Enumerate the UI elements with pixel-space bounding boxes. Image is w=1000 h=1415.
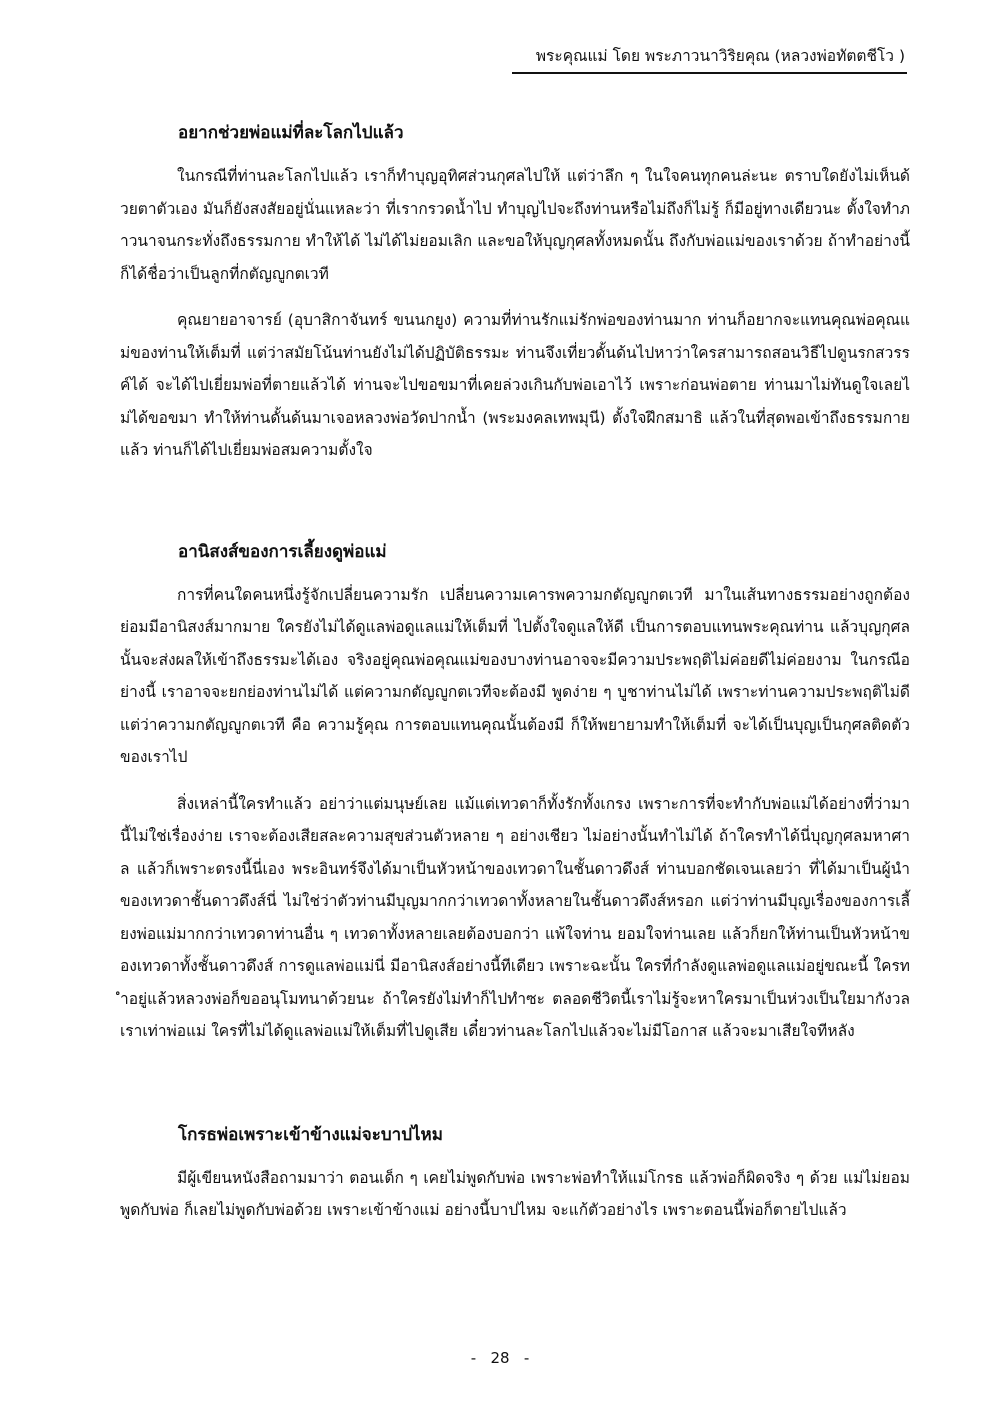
section-heading: โกรธพ่อเพราะเข้าข้างแม่จะบาปไหม [178, 1124, 443, 1145]
section-2 [120, 537, 910, 1048]
paragraph: การที่คนใดคนหนึ่งรู้จักเปลี่ยนความรัก เปลี่ยนความเคารพความกตัญญูกตเวที มาในเส้นทางธรรมอย่างถูกต้อง ย่อมมีอานิสงส์มากมาย ใครยังไม่ได้ดูแลพ่อดูแลแม่ให้เต็มที่ ไปตั้งใจดูแลให้ดี เป็นการตอบแทนพระคุณท่าน แล้วบุญกุศลนั้นจะส่งผลให้เข้าถึงธรรมะได้เอง จริงอยู่คุณพ่อคุณแม่ของบางท่านอาจจะมีความประพฤติไม่ค่อยดีไม่ค่อยงาม ในกรณีอย่างนี้ เราอาจจะยกย่องท่านไม่ได้ แต่ความกตัญญูกตเวทีจะต้องมี พูดง่าย ๆ บูชาท่านไม่ได้ เพราะท่านความประพฤติไม่ดี แต่ว่าความกตัญญูกตเวที คือ ความรู้คุณ การตอบแทนคุณนั้นต้องมี ก็ให้พยายามทำให้เต็มที่ จะได้เป็นบุญเป็นกุศลติดตัวของเราไป [120, 585, 910, 766]
section-heading: อานิสงส์ของการเลี้ยงดูพ่อแม่ [178, 541, 387, 562]
paragraph: ในกรณีที่ท่านละโลกไปแล้ว เราก็ทำบุญอุทิศส่วนกุศลไปให้ แต่ว่าลึก ๆ ในใจคนทุกคนล่ะนะ ตราบใดยังไม่เห็นด้วยตาตัวเอง มันก็ยังสงสัยอยู่นั่นแหละว่า ที่เรากรวดน้ำไป ทำบุญไปจะถึงท่านหรือไม่ถึงก็ไม่รู้ ก็มีอยู่ทางเดียวนะ ตั้งใจทำภาวนาจนกระทั่งถึงธรรมกาย ทำให้ได้ ไม่ได้ไม่ยอมเลิก และขอให้บุญกุศลทั้งหมดนั้น ถึงกับพ่อแม่ของเราด้วย ถ้าทำอย่างนี้ก็ได้ชื่อว่าเป็นลูกที่กตัญญูกตเวที [120, 167, 910, 283]
page-content [120, 118, 910, 1241]
section-spacer [120, 1062, 910, 1120]
paragraph: มีผู้เขียนหนังสือถามมาว่า ตอนเด็ก ๆ เคยไม่พูดกับพ่อ เพราะพ่อทำให้แม่โกรธ แล้วพ่อก็ผิดจริง ๆ ด้วย แม่ไม่ยอมพูดกับพ่อ ก็เลยไม่พูดกับพ่อด้วย เพราะเข้าข้างแม่ อย่างนี้บาปไหม จะแก้ตัวอย่างไร เพราะตอนนี้พ่อก็ตายไปแล้ว [120, 1168, 910, 1219]
paragraph: คุณยายอาจารย์ (อุบาสิกาจันทร์ ขนนกยูง) ความที่ท่านรักแม่รักพ่อของท่านมาก ท่านก็อยากจะแทนคุณพ่อคุณแม่ของท่านให้เต็มที่ แต่ว่าสมัยโน้นท่านยังไม่ได้ปฏิบัติธรรมะ ท่านจึงเที่ยวดั้นด้นไปหาว่าใครสามารถสอนวิธีไปดูนรกสวรรค์ได้ จะได้ไปเยี่ยมพ่อที่ตายแล้วได้ ท่านจะไปขอขมาที่เคยล่วงเกินกับพ่อเอาไว้ เพราะก่อนพ่อตาย ท่านมาไม่ทันดูใจเลยไม่ได้ขอขมา ทำให้ท่านดั้นด้นมาเจอหลวงพ่อวัดปากน้ำ (พระมงคลเทพมุนี) ตั้งใจฝึกสมาธิ แล้วในที่สุดพอเข้าถึงธรรมกายแล้ว ท่านก็ได้ไปเยี่ยมพ่อสมความตั้งใจ [120, 311, 910, 459]
section-1 [120, 118, 910, 467]
section-heading: อยากช่วยพ่อแม่ที่ละโลกไปแล้ว [178, 123, 404, 143]
header-rule [512, 72, 907, 74]
running-header: พระคุณแม่ โดย พระภาวนาวิริยคุณ (หลวงพ่อทัตตชีโว ) [535, 47, 905, 65]
paragraph: สิ่งเหล่านี้ใครทำแล้ว อย่าว่าแต่มนุษย์เลย แม้แต่เทวดาก็ทั้งรักทั้งเกรง เพราะการที่จะทำกับพ่อแม่ได้อย่างที่ว่ามานี้ไม่ใช่เรื่องง่าย เราจะต้องเสียสละความสุขส่วนตัวหลาย ๆ อย่างเชียว ไม่อย่างนั้นทำไม่ได้ ถ้าใครทำได้นี่บุญกุศลมหาศาล แล้วก็เพราะตรงนี้นี่เอง พระอินทร์จึงได้มาเป็นหัวหน้าของเทวดาในชั้นดาวดึงส์ ท่านบอกชัดเจนเลยว่า ที่ได้มาเป็นผู้นำของเทวดาชั้นดาวดึงส์นี่ ไม่ใช่ว่าตัวท่านมีบุญมากกว่าเทวดาทั้งหลายในชั้นดาวดึงส์หรอก แต่ว่าท่านมีบุญเรื่องของการเลี้ยงพ่อแม่มากกว่าเทวดาท่านอื่น ๆ เทวดาทั้งหลายเลยต้องบอกว่า แพ้ใจท่าน ยอมใจท่านเลย แล้วก็ยกให้ท่านเป็นหัวหน้าของเทวดาทั้งชั้นดาวดึงส์ การดูแลพ่อแม่นี่ มีอานิสงส์อย่างนี้ทีเดียว เพราะฉะนั้น ใครที่กำลังดูแลพ่อดูแลแม่อยู่ขณะนี้ ใครทำอยู่แล้วหลวงพ่อก็ขออนุโมทนาด้วยนะ ถ้าใครยังไม่ทำก็ไปทำซะ ตลอดชีวิตนี้เราไม่รู้จะหาใครมาเป็นห่วงเป็นใยมากังวลเราเท่าพ่อแม่ ใครที่ไม่ได้ดูแลพ่อแม่ให้เต็มที่ไปดูเสีย เดี๋ยวท่านละโลกไปแล้วจะไม่มีโอกาส แล้วจะมาเสียใจทีหลัง [120, 794, 910, 1040]
section-spacer [120, 481, 910, 537]
page-number: - 28 - [470, 1349, 530, 1367]
section-3 [120, 1120, 910, 1227]
